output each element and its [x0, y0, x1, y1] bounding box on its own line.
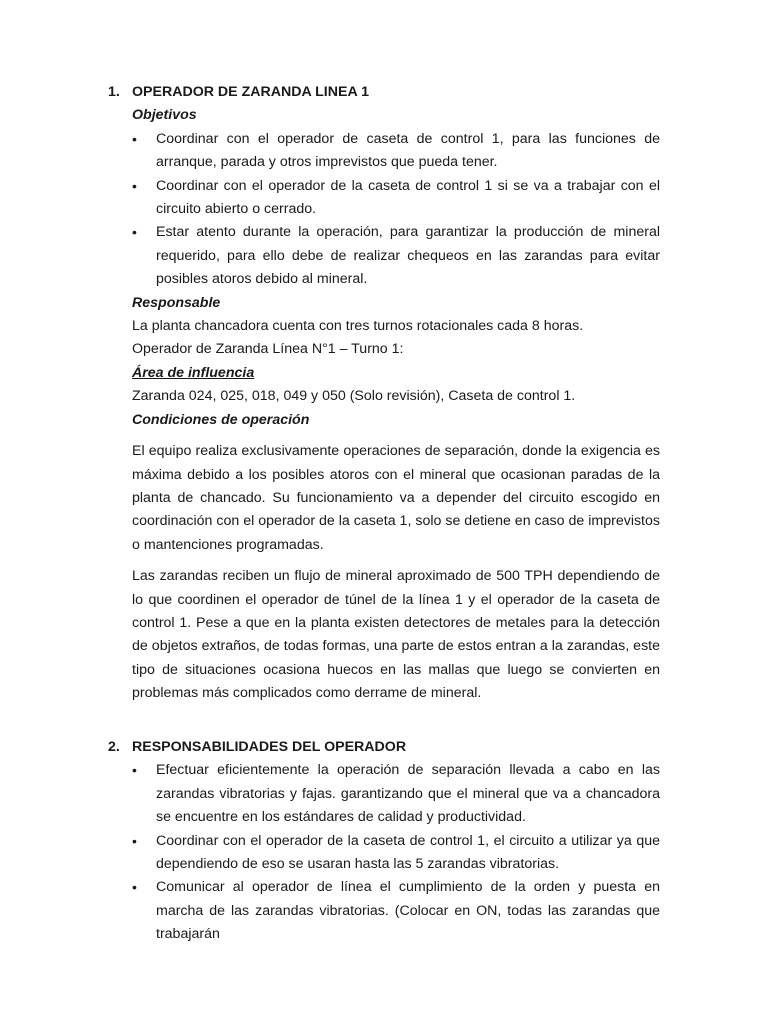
objetivos-heading: Objetivos	[132, 107, 197, 124]
bullet-icon: •	[132, 832, 137, 849]
list-item	[132, 876, 660, 946]
list-item	[132, 830, 660, 877]
section-1-heading	[108, 81, 660, 104]
section-1-body	[132, 104, 660, 705]
list-item	[132, 175, 660, 222]
section-1-title: OPERADOR DE ZARANDA LINEA 1	[132, 84, 369, 100]
list-item-text: Efectuar eficientemente la operación de separación llevada a cabo en las zarandas vibratorias y fajas. garantizando que el mineral que va a chancadora se encuentre en los estándares de calidad y productividad.	[156, 762, 660, 826]
list-item-text: Coordinar con el operador de caseta de control 1, para las funciones de arranque, parada y otros imprevistos que pueda tener.	[156, 130, 660, 171]
bullet-icon: •	[132, 762, 137, 779]
area-influencia-text: Zaranda 024, 025, 018, 049 y 050 (Solo revisión), Caseta de control 1.	[132, 388, 576, 405]
responsable-heading: Responsable	[132, 294, 221, 311]
condiciones-paragraph-2: Las zarandas reciben un flujo de mineral aproximado de 500 TPH dependiendo de lo que coordinen el operador de túnel de la línea 1 y el operador de la caseta de control 1. Pese a que en la planta existen detectores de metales para la detección de objetos extraños, de todas formas, una parte de estos entran a la zarandas, este tipo de situaciones ocasiona huecos en las mallas que luego se convierten en problemas más complicados como derrame de mineral.	[132, 568, 660, 702]
section-2-heading	[108, 736, 660, 759]
list-item-text: Estar atento durante la operación, para garantizar la producción de mineral requerido, para ello debe de realizar chequeos en las zarandas para evitar posibles atoros debido al mineral.	[156, 224, 660, 288]
condiciones-heading: Condiciones de operación	[132, 411, 310, 428]
section-2-title: RESPONSABILIDADES DEL OPERADOR	[132, 739, 407, 755]
bullet-icon: •	[132, 177, 137, 194]
list-item	[132, 128, 660, 175]
responsable-line-1: La planta chancadora cuenta con tres turnos rotacionales cada 8 horas.	[132, 318, 584, 335]
list-item	[132, 221, 660, 291]
objetivos-list	[132, 128, 660, 292]
responsable-line-2: Operador de Zaranda Línea N°1 – Turno 1:	[132, 341, 404, 358]
bullet-icon: •	[132, 879, 137, 896]
condiciones-paragraph-1: El equipo realiza exclusivamente operaciones de separación, donde la exigencia es máxima debido a los posibles atoros con el mineral que ocasionan paradas de la planta de chancado. Su funcionamiento va a depender del circuito escogido en coordinación con el operador de la caseta 1, solo se detiene en caso de imprevistos o mantenciones programadas.	[132, 443, 660, 553]
section-operador-zaranda	[108, 81, 660, 706]
area-influencia-heading: Área de influencia	[132, 364, 255, 381]
list-item-text: Coordinar con el operador de la caseta de control 1 si se va a trabajar con el circuito abierto o cerrado.	[156, 177, 660, 218]
bullet-icon: •	[132, 224, 137, 241]
section-2-body	[132, 759, 660, 946]
responsabilidades-list	[132, 759, 660, 946]
section-responsabilidades	[108, 736, 660, 947]
list-item-text: Coordinar con el operador de la caseta de control 1, el circuito a utilizar ya que dependiendo de eso se usaran hasta las 5 zarandas vibratorias.	[156, 832, 660, 873]
section-2-number: 2.	[108, 739, 120, 755]
list-item	[132, 759, 660, 829]
bullet-icon: •	[132, 130, 137, 147]
section-1-number: 1.	[108, 84, 120, 100]
list-item-text: Comunicar al operador de línea el cumplimiento de la orden y puesta en marcha de las zarandas vibratorias. (Colocar en ON, todas las zarandas que trabajarán	[156, 879, 660, 943]
